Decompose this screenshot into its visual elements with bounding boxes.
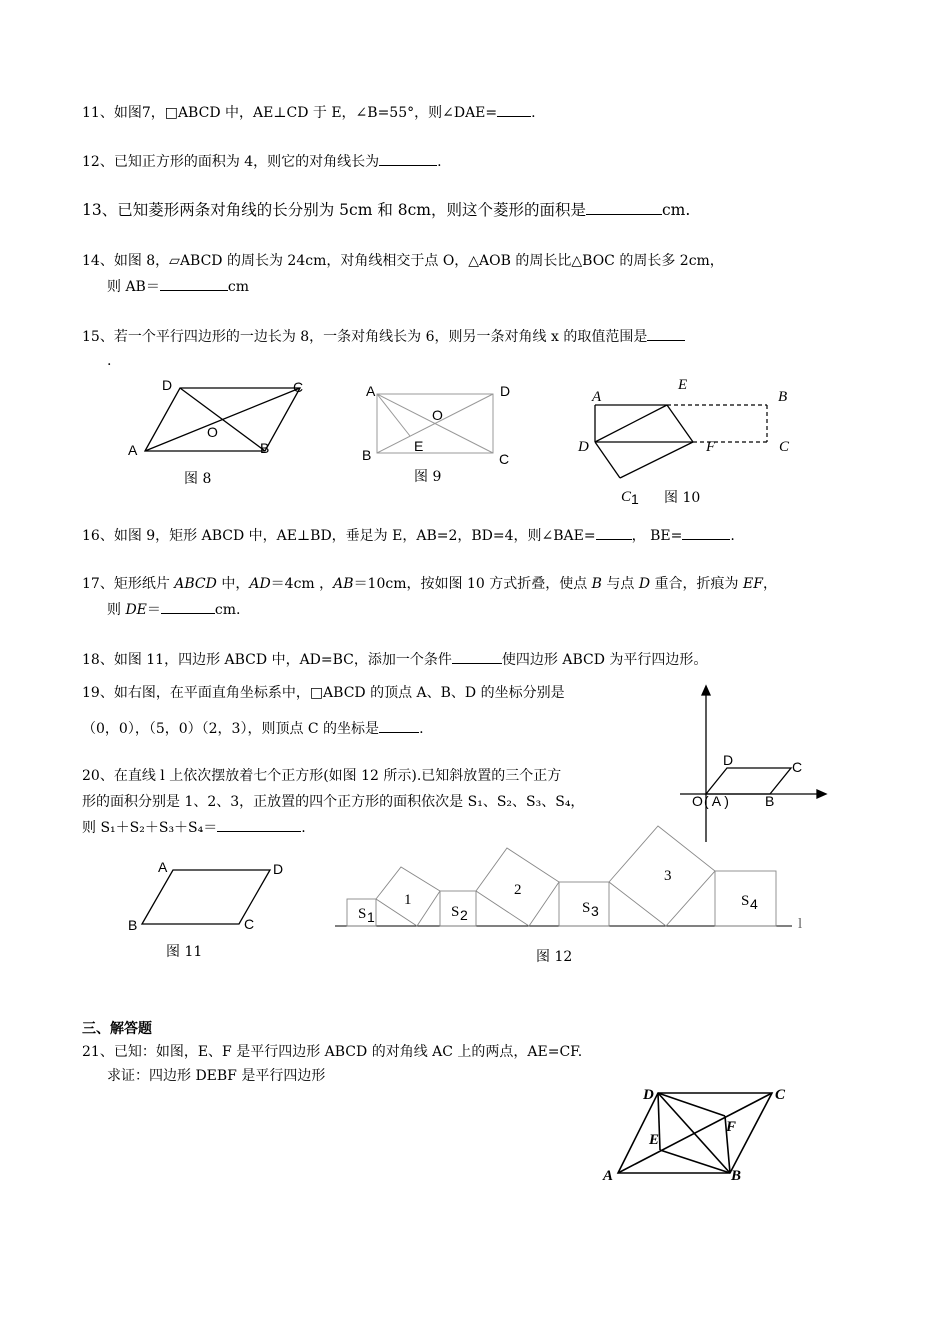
- q17-italic: EF: [743, 576, 763, 592]
- question-16-text: 16、如图 9，矩形 ABCD 中，AE⊥BD，垂足为 E，AB=2，BD=4，则∠BAE=: [82, 528, 596, 544]
- question-11-end: .: [531, 105, 536, 121]
- label-a: A: [128, 442, 138, 458]
- question-16-end: .: [730, 528, 735, 544]
- q17-italic: ABCD: [174, 576, 217, 592]
- label-s1: S: [358, 906, 367, 922]
- label-o: O: [432, 407, 443, 423]
- question-17: [82, 574, 777, 594]
- label-b: B: [362, 447, 372, 463]
- label-a: ( A ): [704, 793, 729, 809]
- label-d: D: [500, 383, 511, 399]
- question-12-end: .: [437, 154, 442, 170]
- figure-12-caption: 图 12: [536, 949, 573, 965]
- label-c: C: [775, 1087, 786, 1103]
- label-c: C: [499, 451, 510, 467]
- question-21-line1: 21、已知：如图，E、F 是平行四边形 ABCD 的对角线 AC 上的两点，AE=CF.: [82, 1044, 583, 1060]
- question-14-line2: [107, 276, 249, 297]
- q18-part: 条件: [423, 652, 452, 668]
- question-16: [82, 525, 735, 546]
- question-14-unit: cm: [227, 279, 249, 295]
- label-e: E: [678, 377, 688, 393]
- question-19-line1: 19、如右图，在平面直角坐标系中，□ABCD 的顶点 A、B、D 的坐标分别是: [82, 685, 565, 701]
- label-c: C: [244, 916, 255, 932]
- label-e: E: [414, 438, 424, 454]
- answer-blank[interactable]: [217, 817, 301, 832]
- answer-blank[interactable]: [586, 200, 662, 215]
- label-a: A: [366, 383, 376, 399]
- question-18: [82, 649, 707, 670]
- label-d: D: [273, 861, 284, 877]
- answer-blank[interactable]: [497, 102, 531, 117]
- figure-11-caption: 图 11: [166, 944, 203, 960]
- question-20: [82, 766, 561, 786]
- label-c: C: [293, 379, 304, 395]
- label-f: F: [706, 439, 716, 455]
- q17-part: 与点: [601, 576, 639, 592]
- label-c1-subscript: 1: [631, 491, 639, 507]
- label-e: E: [649, 1132, 660, 1148]
- question-15-line1: 15、若一个平行四边形的一边长为 8，一条对角线长为 6，则另一条对角线 x 的取值范围是: [82, 329, 648, 345]
- label-a: A: [592, 389, 602, 405]
- label-b: B: [765, 793, 775, 809]
- question-14-line1: 14、如图 8，▱ABCD 的周长为 24cm，对角线相交于点 O，△AOB 的周长比△BOC 的周长多 2cm，: [82, 253, 724, 269]
- answer-blank[interactable]: [161, 599, 215, 614]
- question-15-line2: .: [107, 353, 112, 369]
- label-tilted-2: 2: [514, 882, 522, 898]
- question-16-middle: ， BE=: [631, 528, 683, 544]
- question-20-end: .: [301, 820, 306, 836]
- label-d: D: [162, 377, 173, 393]
- question-13-text: 13、已知菱形两条对角线的长分别为 5cm 和 8cm，则这个菱形的面积是: [82, 201, 586, 219]
- question-20-line3: [82, 817, 306, 838]
- answer-blank[interactable]: [682, 525, 730, 540]
- q17-part: ，: [762, 576, 777, 592]
- q17-part: ＝10cm，按如图 10 方式折叠，使点: [353, 576, 592, 592]
- answer-blank[interactable]: [596, 525, 632, 540]
- question-21: [82, 1042, 582, 1062]
- figure-8-caption: 图 8: [184, 471, 212, 487]
- label-s2-subscript: 2: [460, 907, 468, 923]
- question-19-line2: [82, 718, 424, 739]
- label-d: D: [643, 1087, 654, 1103]
- label-b: B: [260, 440, 270, 456]
- q18-part: 使四边形 ABCD 为平行四边形。: [501, 652, 708, 668]
- label-tilted-3: 3: [664, 868, 672, 884]
- q17-italic: B: [591, 576, 602, 592]
- figure-21: [595, 1080, 805, 1190]
- question-19-end: .: [419, 721, 424, 737]
- label-d: D: [578, 439, 589, 455]
- figure-9: [360, 378, 520, 468]
- q17-part: 则: [107, 602, 126, 618]
- question-20-line2: [82, 792, 584, 812]
- question-11: [82, 102, 536, 123]
- question-14: [82, 251, 724, 271]
- q18-part: 一个: [395, 652, 424, 668]
- question-19-text: （0，0），（5，0）（2，3），则顶点 C 的坐标是: [82, 721, 380, 737]
- figure-11: [120, 855, 300, 940]
- figure-12: [330, 815, 830, 940]
- question-19: [82, 683, 565, 703]
- q17-part: ＝: [146, 602, 161, 618]
- question-21-line2: 求证：四边形 DEBF 是平行四边形: [107, 1068, 326, 1084]
- label-a: A: [603, 1168, 614, 1184]
- q17-italic: AB: [333, 576, 354, 592]
- answer-blank[interactable]: [647, 326, 685, 341]
- label-c: C: [779, 439, 790, 455]
- q18-part: 18、如图 11，四边形 ABCD 中，AD=BC，添加: [82, 652, 396, 668]
- label-s4: S: [741, 893, 750, 909]
- label-b: B: [128, 917, 138, 933]
- label-f: F: [726, 1119, 737, 1135]
- question-20-text: 形的面积分别是 1、2、3，正放置的四个正方形的面积依次是 S₁、S₂、S₃、S₄，: [82, 794, 585, 810]
- label-s4-subscript: 4: [750, 896, 758, 912]
- question-11-text: 11、如图7，□ABCD 中，AE⊥CD 于 E，∠B=55°，则∠DAE=: [82, 105, 498, 121]
- question-13: [82, 200, 690, 220]
- label-s1-subscript: 1: [367, 909, 375, 925]
- label-b: B: [731, 1168, 742, 1184]
- label-s3: S: [582, 900, 591, 916]
- q17-part: 重合，折痕为: [650, 576, 744, 592]
- q17-italic: D: [638, 576, 651, 592]
- q17-part: cm.: [214, 602, 241, 618]
- label-s3-subscript: 3: [591, 903, 599, 919]
- answer-blank[interactable]: [160, 276, 228, 291]
- q17-part: ＝4cm ，: [270, 576, 334, 592]
- q17-italic: DE: [125, 602, 147, 618]
- question-12-text: 12、已知正方形的面积为 4，则它的对角线长为: [82, 154, 380, 170]
- answer-blank[interactable]: [452, 649, 502, 664]
- q17-italic: AD: [249, 576, 271, 592]
- figure-9-caption: 图 9: [414, 469, 442, 485]
- label-b: B: [778, 389, 788, 405]
- label-d: D: [723, 752, 734, 768]
- question-20-text: 则 S₁＋S₂＋S₃＋S₄＝: [82, 820, 218, 836]
- label-c: C: [792, 759, 803, 775]
- label-o: O: [692, 793, 703, 809]
- question-14-prefix: 则 AB＝: [107, 279, 160, 295]
- answer-blank[interactable]: [379, 718, 419, 733]
- label-s2: S: [451, 904, 460, 920]
- q17-part: 中，: [216, 576, 250, 592]
- label-line-l: l: [798, 916, 803, 932]
- section-heading: 三、解答题: [82, 1021, 152, 1037]
- label-a: A: [158, 859, 168, 875]
- label-o: O: [207, 424, 218, 440]
- question-13-end: cm.: [662, 201, 691, 219]
- question-12: [82, 151, 442, 172]
- label-tilted-1: 1: [404, 892, 412, 908]
- q17-part: 17、矩形纸片: [82, 576, 175, 592]
- question-20-line1: 20、在直线 l 上依次摆放着七个正方形(如图 12 所示).已知斜放置的三个正方: [82, 768, 562, 784]
- figure-10-caption: 图 10: [664, 490, 701, 506]
- answer-blank[interactable]: [379, 151, 437, 166]
- label-c1: C: [621, 489, 632, 505]
- figure-8: [120, 370, 320, 470]
- question-15: [82, 326, 685, 347]
- question-17-line2: [107, 599, 240, 620]
